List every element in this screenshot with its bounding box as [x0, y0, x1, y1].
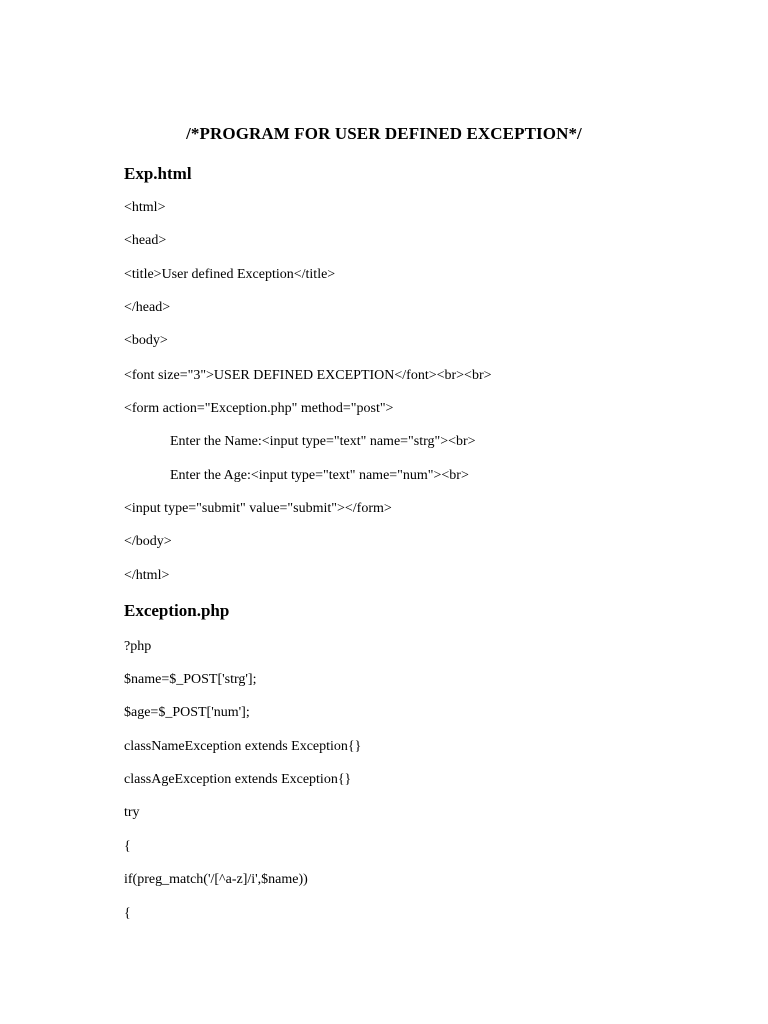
document-title: /*PROGRAM FOR USER DEFINED EXCEPTION*/ [186, 124, 582, 143]
code-line: classAgeException extends Exception{} [124, 772, 352, 787]
code-line: <input type="submit" value="submit"></form> [124, 501, 392, 516]
code-line: </head> [124, 300, 171, 315]
code-line: if(preg_match('/[^a-z]/i',$name)) [124, 872, 308, 887]
code-line: <form action="Exception.php" method="post"> [124, 401, 394, 416]
section-heading-exception-php: Exception.php [124, 601, 230, 620]
code-line: <font size="3">USER DEFINED EXCEPTION</font><br><br> [124, 368, 492, 383]
code-line: </body> [124, 534, 172, 549]
code-line: Enter the Age:<input type="text" name="num"><br> [170, 468, 469, 483]
code-line: classNameException extends Exception{} [124, 739, 362, 754]
code-line: { [124, 906, 131, 921]
code-line: </html> [124, 568, 170, 583]
code-line: <html> [124, 200, 166, 215]
code-line: $name=$_POST['strg']; [124, 672, 257, 687]
code-line: { [124, 839, 131, 854]
code-line: try [124, 805, 140, 820]
code-line: <head> [124, 233, 167, 248]
code-line: Enter the Name:<input type="text" name="strg"><br> [170, 434, 476, 449]
code-line: ?php [124, 639, 152, 654]
section-heading-exp-html: Exp.html [124, 164, 192, 183]
code-line: <title>User defined Exception</title> [124, 267, 336, 282]
code-line: $age=$_POST['num']; [124, 705, 250, 720]
code-line: <body> [124, 333, 168, 348]
